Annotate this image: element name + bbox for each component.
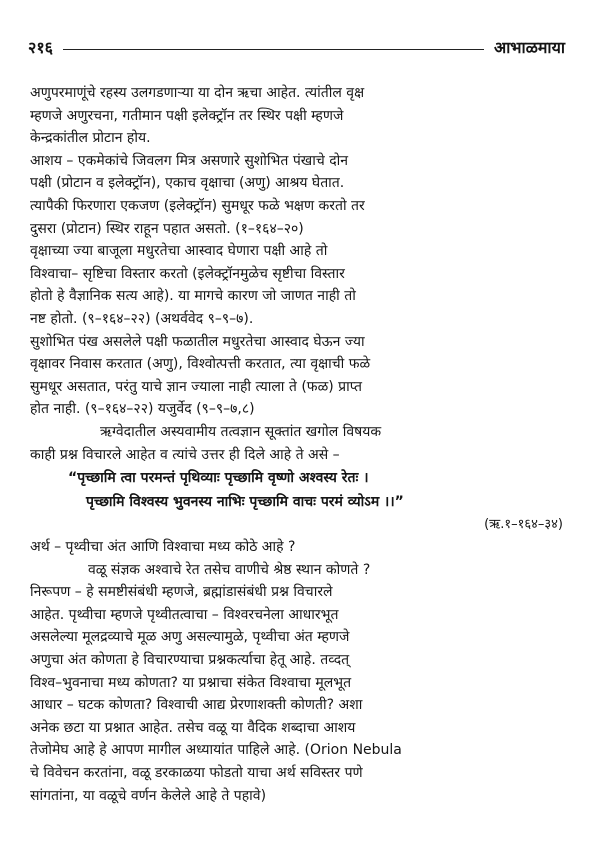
text-line: आधार – घटक कोणता? विश्वाची आद्य प्रेरणाशक्ती कोणती? अशा <box>30 697 363 714</box>
verse-line-2: पृच्छामि विश्वस्य भुवनस्य नाभिः पृच्छामि वाचः परमं व्योऽम ।।” <box>86 494 404 511</box>
page-header <box>28 36 565 58</box>
header-rule <box>63 49 484 50</box>
text-line: असलेल्या मूलद्रव्याचे मूळ अणु असल्यामुळे, पृथ्वीचा अंत म्हणजे <box>30 629 350 646</box>
text-line: त्यापैकी फिरणारा एकजण (इलेक्ट्रॉन) सुमधूर फळे भक्षण करतो तर <box>30 197 365 214</box>
page-number: २१६ <box>28 38 53 57</box>
text-line: वळू संज्ञक अश्वाचे रेत तसेच वाणीचे श्रेष्ठ स्थान कोणते ? <box>88 561 371 578</box>
text-line: पक्षी (प्रोटान व इलेक्ट्रॉन), एकाच वृक्षाचा (अणु) आश्रय घेतात. <box>30 175 345 192</box>
text-line: वृक्षावर निवास करतात (अणु), विश्वोत्पत्ती करतात, त्या वृक्षाची फळे <box>30 356 371 373</box>
text-line: निरूपण – हे समष्टीसंबंधी म्हणजे, ब्रह्मांडासंबंधी प्रश्न विचारले <box>30 584 333 601</box>
text-line: अर्थ – पृथ्वीचा अंत आणि विश्वाचा मध्य कोठे आहे ? <box>30 539 296 556</box>
text-line: अणुचा अंत कोणता हे विचारण्याचा प्रश्नकर्त्याचा हेतू आहे. तव्दत् <box>30 652 350 669</box>
text-line: अणुपरमाणूंचे रहस्य उलगडणाऱ्या या दोन ऋचा आहेत. त्यांतील वृक्ष <box>30 85 365 101</box>
text-line: चे विवेचन करतांना, वळू डरकाळया फोडतो याचा अर्थ सविस्तर पणे <box>30 765 363 782</box>
page-body <box>30 82 567 807</box>
text-line: वृक्षाच्या ज्या बाजूला मधुरतेचा आस्वाद घेणारा पक्षी आहे तो <box>30 243 328 260</box>
text-line: दुसरा (प्रोटान) स्थिर राहून पहात असतो. (१–१६४–२०) <box>30 220 304 237</box>
text-line: विश्वाचा– सृष्टिचा विस्तार करतो (इलेक्ट्रॉनमुळेच सृष्टीचा विस्तार <box>30 265 345 282</box>
text-line: आशय – एकमेकांचे जिवलग मित्र असणारे सुशोभित पंखाचे दोन <box>30 152 349 169</box>
text-line: आहेत. पृथ्वीचा म्हणजे पृथ्वीतत्वाचा – विश्वरचनेला आधारभूत <box>30 606 339 623</box>
text-line: विश्व–भुवनाचा मध्य कोणता? या प्रश्नाचा संकेत विश्वाचा मूलभूत <box>30 674 352 691</box>
text-line: तेजोमेघ आहे हे आपण मागील अध्यायांत पाहिले आहे. (Orion Nebula <box>30 742 402 759</box>
text-line: अनेक छटा या प्रश्नात आहेत. तसेच वळू या वैदिक शब्दाचा आशय <box>30 719 356 736</box>
running-title: आभाळमाया <box>493 38 565 57</box>
verse-line-1: “पृच्छामि त्वा परमन्तं पृथिव्याः पृच्छामि वृष्णो अश्वस्य रेतः । <box>68 470 369 487</box>
text-line: नष्ट होतो. (९–१६४–२२) (अथर्ववेद ९–९–७). <box>30 310 254 327</box>
text-line: ऋग्वेदातील अस्यवामीय तत्वज्ञान सूक्तांत खगोल विषयक <box>100 423 382 440</box>
text-line: सुशोभित पंख असलेले पक्षी फळातील मधुरतेचा आस्वाद घेऊन ज्या <box>30 333 365 350</box>
verse-reference: (ऋ.१–१६४–३४) <box>484 517 563 533</box>
text-line: सांगतांना, या वळूचे वर्णन केलेले आहे ते पहावे) <box>30 787 267 804</box>
text-line: सुमधूर असतात, परंतु याचे ज्ञान ज्याला नाही त्याला ते (फळ) प्राप्त <box>30 378 363 395</box>
text-line: केन्द्रकांतील प्रोटान होय. <box>30 130 151 147</box>
text-line: होतो हे वैज्ञानिक सत्य आहे). या मागचे कारण जो जाणत नाही तो <box>30 288 356 305</box>
text-line: होत नाही. (९–१६४–२२) यजुर्वेद (९–९–७,८) <box>30 401 255 418</box>
text-line: काही प्रश्न विचारले आहेत व त्यांचे उत्तर ही दिले आहे ते असे – <box>30 446 340 463</box>
text-line: म्हणजे अणुरचना, गतीमान पक्षी इलेक्ट्रॉन तर स्थिर पक्षी म्हणजे <box>30 107 344 124</box>
